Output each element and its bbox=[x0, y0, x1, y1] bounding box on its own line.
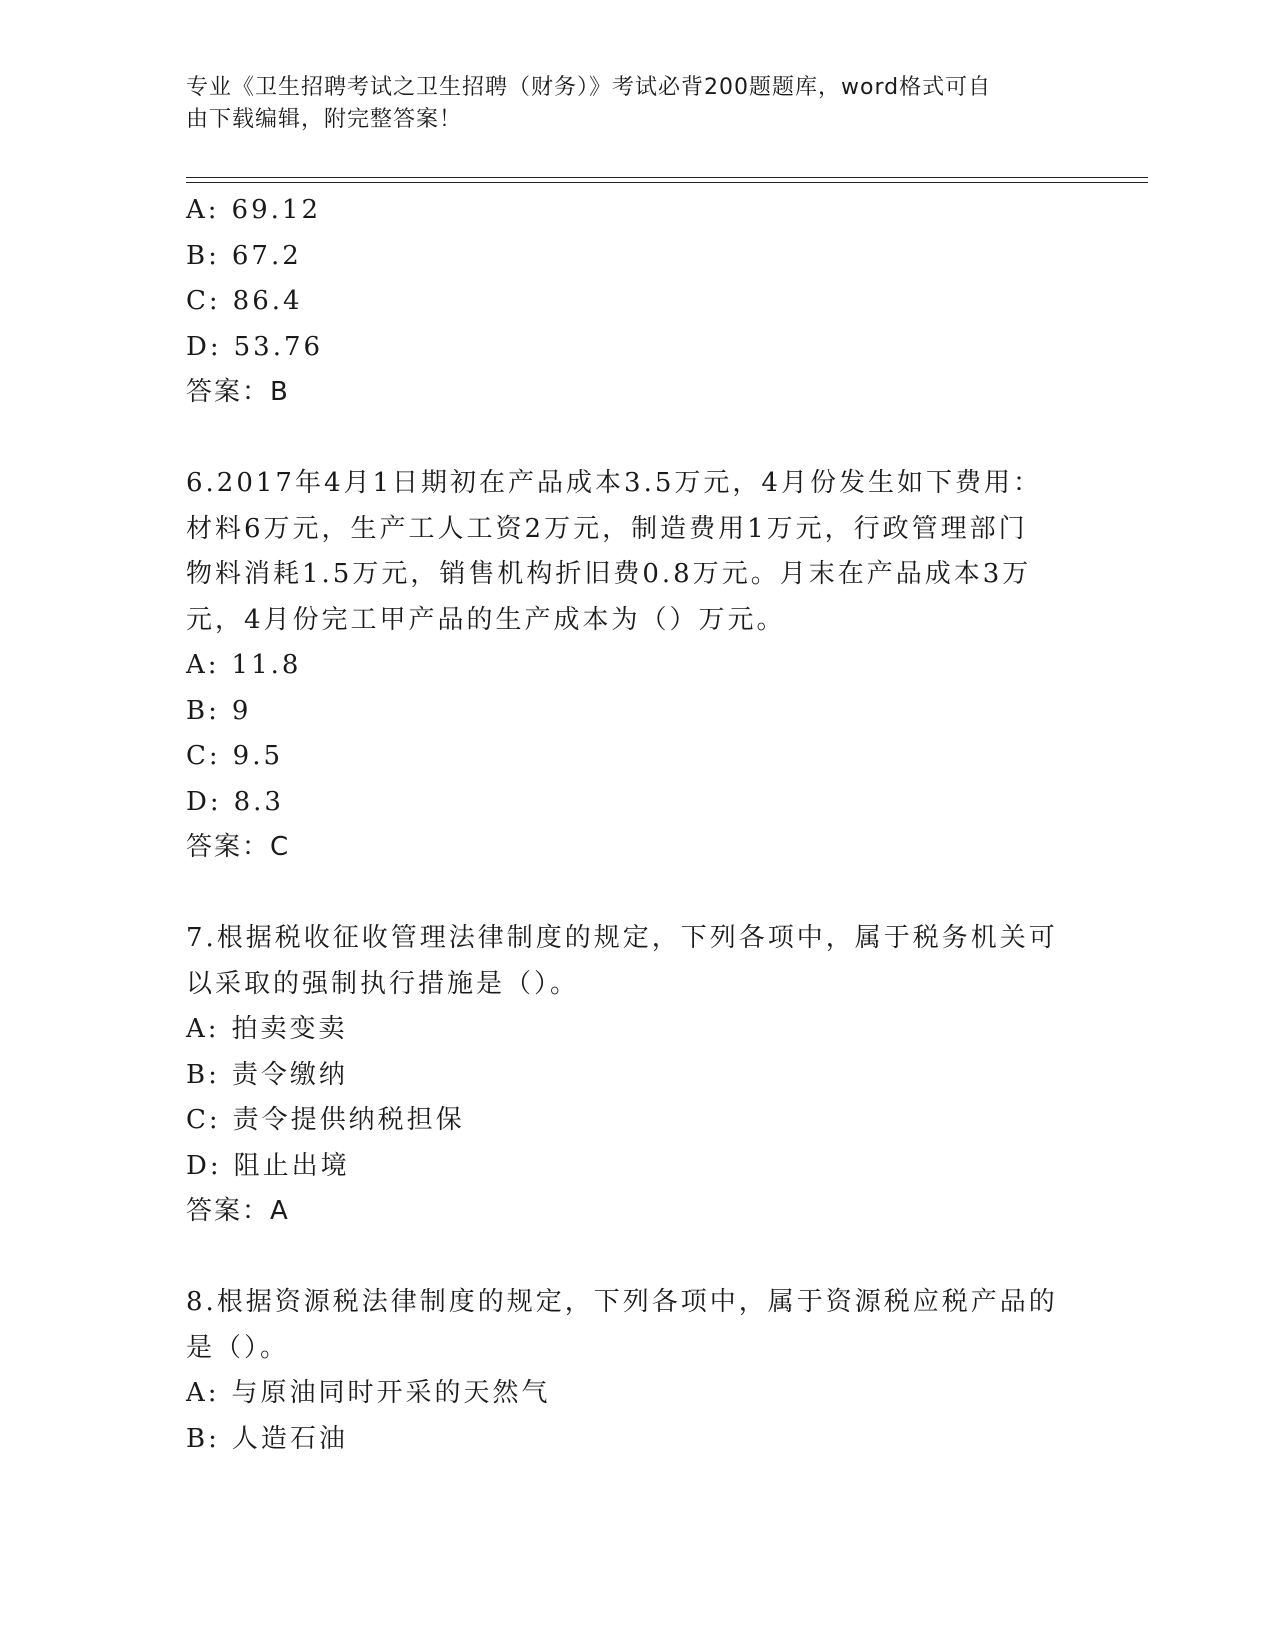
answer-line: 答案：A bbox=[186, 1196, 290, 1226]
question-content bbox=[186, 188, 1086, 1462]
option-b: B: 9 bbox=[186, 695, 252, 726]
option-d: D: 53.76 bbox=[186, 331, 324, 362]
spacer bbox=[186, 416, 1086, 462]
option-b: B: 67.2 bbox=[186, 240, 302, 271]
question-stem-line: 物料消耗1.5万元，销售机构折旧费0.8万元。月末在产品成本3万 bbox=[186, 559, 1032, 589]
answer-line: 答案：C bbox=[186, 832, 291, 862]
question-5-tail bbox=[186, 188, 1086, 416]
header-note-line-1: 专业《卫生招聘考试之卫生招聘（财务）》考试必背200题题库，word格式可自 bbox=[186, 75, 992, 100]
question-7 bbox=[186, 916, 1086, 1235]
header-divider-top bbox=[186, 177, 1148, 178]
option-c: C: 责令提供纳税担保 bbox=[186, 1105, 465, 1135]
question-6 bbox=[186, 461, 1086, 871]
option-c: C: 9.5 bbox=[186, 741, 284, 771]
question-stem-line: 以采取的强制执行措施是（）。 bbox=[186, 968, 580, 999]
question-stem-line: 是（）。 bbox=[186, 1332, 290, 1363]
option-c: C: 86.4 bbox=[186, 286, 303, 316]
answer-line: 答案：B bbox=[186, 377, 290, 407]
question-stem-line: 元，4月份完工甲产品的生产成本为（）万元。 bbox=[186, 604, 786, 635]
option-a: A: 11.8 bbox=[186, 650, 302, 680]
option-b: B: 责令缴纳 bbox=[186, 1059, 348, 1090]
option-d: D: 阻止出境 bbox=[186, 1150, 350, 1181]
question-8 bbox=[186, 1280, 1086, 1462]
option-a: A: 拍卖变卖 bbox=[186, 1014, 348, 1044]
question-stem-line: 7.根据税收征收管理法律制度的规定，下列各项中，属于税务机关可 bbox=[186, 923, 1058, 953]
header-note-line-2: 由下载编辑，附完整答案！ bbox=[186, 107, 463, 132]
header-divider-bottom bbox=[186, 182, 1148, 183]
spacer bbox=[186, 1235, 1086, 1281]
option-d: D: 8.3 bbox=[186, 786, 284, 817]
spacer bbox=[186, 871, 1086, 917]
option-a: A: 与原油同时开采的天然气 bbox=[186, 1378, 551, 1408]
question-stem-line: 8.根据资源税法律制度的规定，下列各项中，属于资源税应税产品的 bbox=[186, 1287, 1058, 1317]
question-stem-line: 6.2017年4月1日期初在产品成本3.5万元，4月份发生如下费用： bbox=[186, 468, 1042, 498]
option-b: B: 人造石油 bbox=[186, 1423, 348, 1454]
option-a: A: 69.12 bbox=[186, 195, 321, 225]
header-note bbox=[186, 72, 1066, 136]
question-stem-line: 材料6万元，生产工人工资2万元，制造费用1万元，行政管理部门 bbox=[186, 513, 1028, 544]
